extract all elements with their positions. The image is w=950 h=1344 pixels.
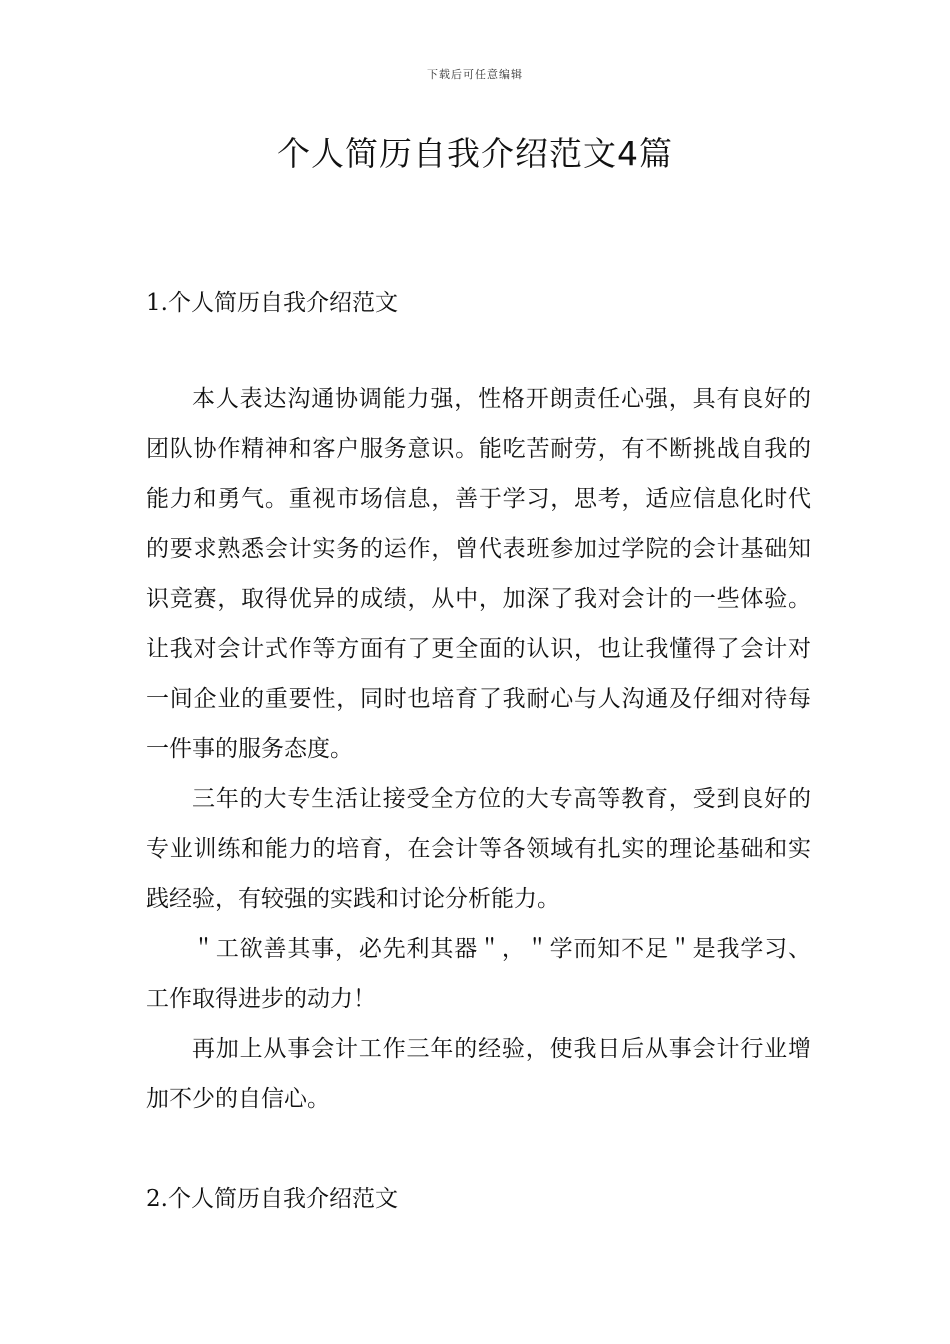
section-heading-1: 1.个人简历自我介绍范文	[146, 290, 398, 316]
page-header-note: 下载后可任意编辑	[427, 68, 523, 81]
document-title: 个人简历自我介绍范文4篇	[277, 134, 673, 173]
paragraph: 本人表达沟通协调能力强，性格开朗责任心强，具有良好的团队协作精神和客户服务意识。能吃苦耐劳，有不断挑战自我的能力和勇气。重视市场信息，善于学习，思考，适应信息化时代的要求熟悉会计实务的运作，曾代表班参加过学院的会计基础知识竞赛，取得优异的成绩，从中，加深了我对会计的一些体验。让我对会计式作等方面有了更全面的认识，也让我懂得了会计对一间企业的重要性，同时也培育了我耐心与人沟通及仔细对待每一件事的服务态度。	[146, 386, 811, 762]
section-1-body	[146, 374, 811, 1124]
section-heading-2: 2.个人简历自我介绍范文	[146, 1186, 398, 1212]
paragraph: ＂工欲善其事，必先利其器＂，＂学而知不足＂是我学习、工作取得进步的动力！	[146, 936, 811, 1012]
paragraph: 三年的大专生活让接受全方位的大专高等教育，受到良好的专业训练和能力的培育，在会计等各领域有扎实的理论基础和实践经验，有较强的实践和讨论分析能力。	[146, 786, 811, 912]
paragraph: 再加上从事会计工作三年的经验，使我日后从事会计行业增加不少的自信心。	[146, 1036, 811, 1112]
